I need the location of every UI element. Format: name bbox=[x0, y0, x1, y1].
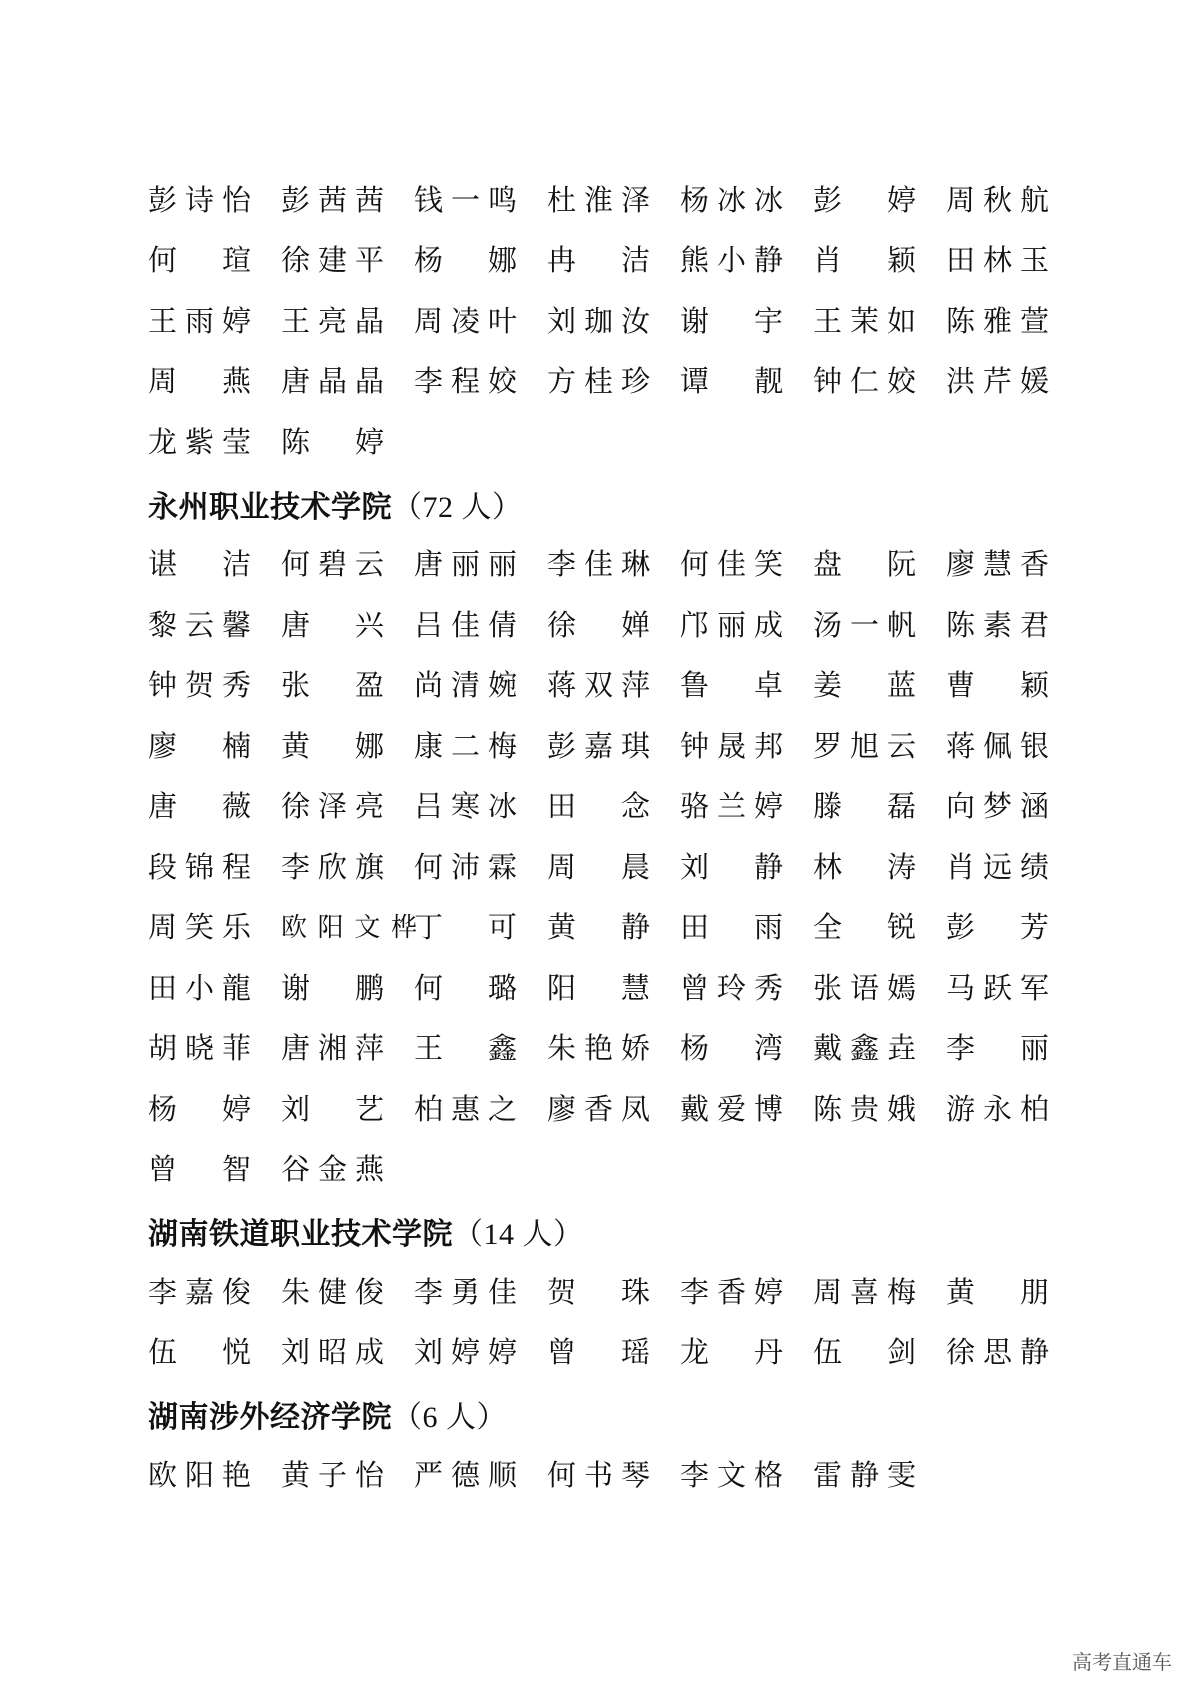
student-name: 李 程 姣 bbox=[414, 364, 517, 399]
student-name: 马 跃 军 bbox=[946, 970, 1049, 1005]
student-name: 王 鑫 bbox=[414, 1031, 517, 1066]
student-name: 周 秋 航 bbox=[946, 182, 1049, 217]
student-name: 邝 丽 成 bbox=[680, 607, 783, 642]
name-row bbox=[148, 170, 1048, 231]
student-name: 柏 惠 之 bbox=[414, 1091, 517, 1126]
student-name: 汤 一 帆 bbox=[813, 607, 916, 642]
student-name: 钟 晟 邦 bbox=[680, 728, 783, 763]
student-name: 曾 玲 秀 bbox=[680, 970, 783, 1005]
student-name: 康 二 梅 bbox=[414, 728, 517, 763]
student-name: 曾 瑶 bbox=[547, 1335, 650, 1370]
student-name: 刘 婷 婷 bbox=[414, 1335, 517, 1370]
student-name: 全 锐 bbox=[813, 910, 916, 945]
student-name: 张 语 嫣 bbox=[813, 970, 916, 1005]
name-row bbox=[148, 1079, 1048, 1140]
student-name: 黄 静 bbox=[547, 910, 650, 945]
student-name: 刘 昭 成 bbox=[281, 1335, 384, 1370]
student-name: 蒋 双 萍 bbox=[547, 668, 650, 703]
name-row bbox=[148, 1323, 1048, 1384]
student-name: 唐 薇 bbox=[148, 789, 251, 824]
student-name: 鲁 卓 bbox=[680, 668, 783, 703]
student-name: 田 雨 bbox=[680, 910, 783, 945]
student-name: 徐 思 静 bbox=[946, 1335, 1049, 1370]
student-name: 游 永 柏 bbox=[946, 1091, 1049, 1126]
student-name: 徐 建 平 bbox=[281, 243, 384, 278]
student-name: 冉 洁 bbox=[547, 243, 650, 278]
student-name: 骆 兰 婷 bbox=[680, 789, 783, 824]
student-name: 洪 芹 媛 bbox=[946, 364, 1049, 399]
student-name: 盘 阮 bbox=[813, 547, 916, 582]
student-name: 陈 贵 娥 bbox=[813, 1091, 916, 1126]
student-name: 廖 香 凤 bbox=[547, 1091, 650, 1126]
student-name: 刘 珈 汝 bbox=[547, 303, 650, 338]
student-name: 何 书 琴 bbox=[547, 1457, 650, 1492]
student-name: 黄 娜 bbox=[281, 728, 384, 763]
student-name: 向 梦 涵 bbox=[946, 789, 1049, 824]
student-name: 彭 芳 bbox=[946, 910, 1049, 945]
student-name: 黎 云 馨 bbox=[148, 607, 251, 642]
student-name: 尚 清 婉 bbox=[414, 668, 517, 703]
section-count: （6 人） bbox=[392, 1401, 507, 1434]
student-name: 李 丽 bbox=[946, 1031, 1049, 1066]
name-row bbox=[148, 837, 1048, 898]
name-row bbox=[148, 291, 1048, 352]
student-name: 吕 寒 冰 bbox=[414, 789, 517, 824]
student-name: 贺 珠 bbox=[547, 1274, 650, 1309]
name-row bbox=[148, 231, 1048, 292]
section-heading bbox=[148, 1200, 1048, 1262]
student-name: 唐 丽 丽 bbox=[414, 547, 517, 582]
student-name: 周 喜 梅 bbox=[813, 1274, 916, 1309]
name-row bbox=[148, 1445, 1048, 1506]
student-name: 阳 慧 bbox=[547, 970, 650, 1005]
name-row bbox=[148, 1262, 1048, 1323]
student-name: 何 瑄 bbox=[148, 243, 251, 278]
name-row bbox=[148, 656, 1048, 717]
student-name: 李 欣 旗 bbox=[281, 849, 384, 884]
name-row bbox=[148, 958, 1048, 1019]
student-name: 刘 静 bbox=[680, 849, 783, 884]
student-name: 何 碧 云 bbox=[281, 547, 384, 582]
student-name: 谭 靓 bbox=[680, 364, 783, 399]
section-count: （14 人） bbox=[453, 1218, 584, 1251]
student-name: 欧 阳 文 桦 bbox=[281, 912, 417, 943]
student-name: 黄 子 怡 bbox=[281, 1457, 384, 1492]
student-name: 杨 湾 bbox=[680, 1031, 783, 1066]
student-name: 杜 淮 泽 bbox=[547, 182, 650, 217]
name-row bbox=[148, 352, 1048, 413]
student-name: 龙 紫 莹 bbox=[148, 424, 251, 459]
name-row bbox=[148, 898, 1048, 959]
student-name: 彭 嘉 琪 bbox=[547, 728, 650, 763]
student-name: 谢 鹏 bbox=[281, 970, 384, 1005]
name-row bbox=[148, 777, 1048, 838]
student-name: 周 晨 bbox=[547, 849, 650, 884]
student-name: 姜 蓝 bbox=[813, 668, 916, 703]
student-name: 徐 婵 bbox=[547, 607, 650, 642]
student-name: 丁 可 bbox=[414, 910, 517, 945]
student-name: 杨 冰 冰 bbox=[680, 182, 783, 217]
section-count: （72 人） bbox=[392, 490, 523, 524]
student-name: 彭 婷 bbox=[813, 182, 916, 217]
section-title: 永州职业技术学院 bbox=[148, 489, 392, 525]
document-page bbox=[148, 170, 1048, 1506]
student-name: 廖 楠 bbox=[148, 728, 251, 763]
student-name: 杨 婷 bbox=[148, 1091, 251, 1126]
student-name: 王 雨 婷 bbox=[148, 303, 251, 338]
student-name: 唐 湘 萍 bbox=[281, 1031, 384, 1066]
student-name: 李 香 婷 bbox=[680, 1274, 783, 1309]
student-name: 陈 素 君 bbox=[946, 607, 1049, 642]
student-name: 肖 颖 bbox=[813, 243, 916, 278]
student-name: 田 小 龍 bbox=[148, 970, 251, 1005]
student-name: 雷 静 雯 bbox=[813, 1457, 916, 1492]
student-name: 龙 丹 bbox=[680, 1335, 783, 1370]
name-row bbox=[148, 535, 1048, 596]
name-row bbox=[148, 595, 1048, 656]
student-name: 黄 朋 bbox=[946, 1274, 1049, 1309]
name-row bbox=[148, 1140, 1048, 1201]
student-name: 谢 宇 bbox=[680, 303, 783, 338]
section-title: 湖南涉外经济学院 bbox=[148, 1400, 392, 1435]
name-row bbox=[148, 1019, 1048, 1080]
student-name: 廖 慧 香 bbox=[946, 547, 1049, 582]
student-name: 周 笑 乐 bbox=[148, 910, 251, 945]
section-title: 湖南铁道职业技术学院 bbox=[148, 1217, 453, 1252]
student-name: 何 佳 笑 bbox=[680, 547, 783, 582]
student-name: 戴 鑫 垚 bbox=[813, 1031, 916, 1066]
student-name: 田 林 玉 bbox=[946, 243, 1049, 278]
section-heading bbox=[148, 473, 1048, 535]
watermark-logo: 高考直通车 bbox=[1072, 1650, 1172, 1674]
student-name: 王 亮 晶 bbox=[281, 303, 384, 338]
student-name: 唐 晶 晶 bbox=[281, 364, 384, 399]
student-name: 周 凌 叶 bbox=[414, 303, 517, 338]
student-name: 陈 雅 萱 bbox=[946, 303, 1049, 338]
student-name: 何 沛 霖 bbox=[414, 849, 517, 884]
student-name: 钟 贺 秀 bbox=[148, 668, 251, 703]
student-name: 李 文 格 bbox=[680, 1457, 783, 1492]
student-name: 杨 娜 bbox=[414, 243, 517, 278]
student-name: 胡 晓 菲 bbox=[148, 1031, 251, 1066]
student-name: 林 涛 bbox=[813, 849, 916, 884]
student-name: 王 茉 如 bbox=[813, 303, 916, 338]
student-name: 段 锦 程 bbox=[148, 849, 251, 884]
student-name: 周 燕 bbox=[148, 364, 251, 399]
name-row bbox=[148, 412, 1048, 473]
student-name: 朱 艳 娇 bbox=[547, 1031, 650, 1066]
section-heading bbox=[148, 1383, 1048, 1445]
student-name: 熊 小 静 bbox=[680, 243, 783, 278]
student-name: 欧 阳 艳 bbox=[148, 1457, 251, 1492]
student-name: 彭 茜 茜 bbox=[281, 182, 384, 217]
student-name: 何 璐 bbox=[414, 970, 517, 1005]
student-name: 李 佳 琳 bbox=[547, 547, 650, 582]
student-name: 滕 磊 bbox=[813, 789, 916, 824]
student-name: 伍 剑 bbox=[813, 1335, 916, 1370]
student-name: 李 勇 佳 bbox=[414, 1274, 517, 1309]
student-name: 谌 洁 bbox=[148, 547, 251, 582]
student-name: 伍 悦 bbox=[148, 1335, 251, 1370]
student-name: 罗 旭 云 bbox=[813, 728, 916, 763]
student-name: 钱 一 鸣 bbox=[414, 182, 517, 217]
student-name: 蒋 佩 银 bbox=[946, 728, 1049, 763]
student-name: 戴 爱 博 bbox=[680, 1091, 783, 1126]
student-name: 田 念 bbox=[547, 789, 650, 824]
student-name: 徐 泽 亮 bbox=[281, 789, 384, 824]
student-name: 刘 艺 bbox=[281, 1091, 384, 1126]
student-name: 曹 颖 bbox=[946, 668, 1049, 703]
student-name: 吕 佳 倩 bbox=[414, 607, 517, 642]
student-name: 肖 远 绩 bbox=[946, 849, 1049, 884]
name-row bbox=[148, 716, 1048, 777]
student-name: 张 盈 bbox=[281, 668, 384, 703]
student-name: 谷 金 燕 bbox=[281, 1152, 384, 1187]
student-name: 曾 智 bbox=[148, 1152, 251, 1187]
student-name: 陈 婷 bbox=[281, 424, 384, 459]
student-name: 严 德 顺 bbox=[414, 1457, 517, 1492]
student-name: 彭 诗 怡 bbox=[148, 182, 251, 217]
student-name: 朱 健 俊 bbox=[281, 1274, 384, 1309]
student-name: 唐 兴 bbox=[281, 607, 384, 642]
student-name: 方 桂 珍 bbox=[547, 364, 650, 399]
student-name: 李 嘉 俊 bbox=[148, 1274, 251, 1309]
student-name: 钟 仁 姣 bbox=[813, 364, 916, 399]
